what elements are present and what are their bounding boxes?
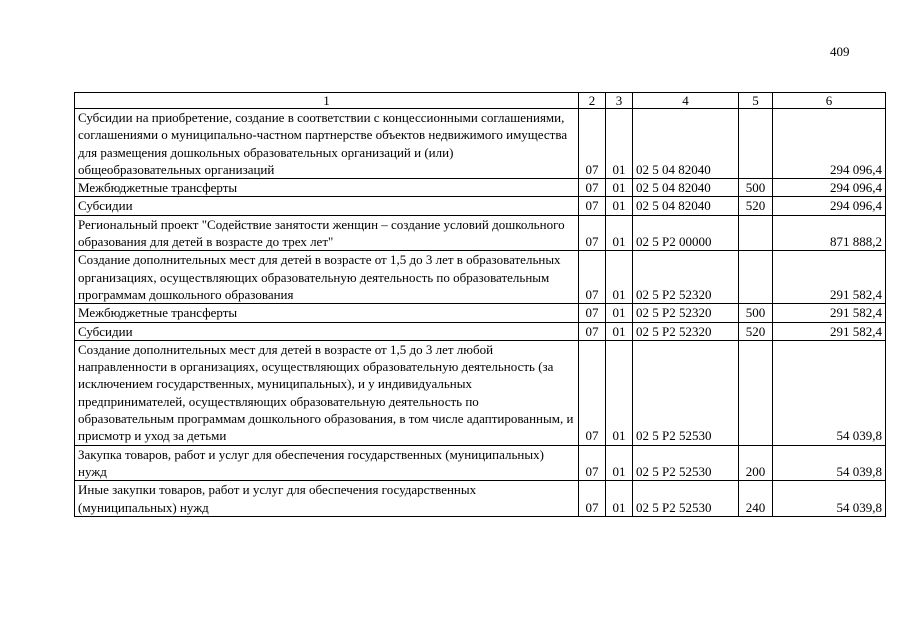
row-section: 07 xyxy=(579,340,606,445)
row-section: 07 xyxy=(579,481,606,517)
table-row xyxy=(75,215,886,251)
budget-table xyxy=(74,92,886,517)
row-target-article: 02 5 04 82040 xyxy=(633,109,739,179)
row-amount: 54 039,8 xyxy=(773,445,886,481)
row-name: Субсидии на приобретение, создание в соответствии с концессионными соглашениями, соглашениями о муниципально-частном партнерстве объектов недвижимого имущества для размещения дошкольных образовательных организаций и (или) общеобразовательных организаций xyxy=(75,109,579,179)
table-row xyxy=(75,481,886,517)
row-name: Создание дополнительных мест для детей в возрасте от 1,5 до 3 лет любой направленности в организациях, осуществляющих образовательную деятельность (за исключением государственных, муниципальных), и у индивидуальных предпринимателей, осуществляющих образовательную деятельность по образовательным программам дошкольного образования, в том числе адаптированным, и присмотр и уход за детьми xyxy=(75,340,579,445)
column-header-section: 2 xyxy=(579,93,606,109)
row-target-article: 02 5 P2 52320 xyxy=(633,304,739,322)
row-name: Создание дополнительных мест для детей в возрасте от 1,5 до 3 лет в образовательных организациях, осуществляющих образовательную деятельность по образовательным программам дошкольного образования xyxy=(75,251,579,304)
row-expense-type xyxy=(739,215,773,251)
row-expense-type: 240 xyxy=(739,481,773,517)
row-amount: 294 096,4 xyxy=(773,109,886,179)
row-name: Межбюджетные трансферты xyxy=(75,179,579,197)
table-row xyxy=(75,109,886,179)
row-target-article: 02 5 P2 52530 xyxy=(633,445,739,481)
row-amount: 54 039,8 xyxy=(773,340,886,445)
row-subsection: 01 xyxy=(606,179,633,197)
row-subsection: 01 xyxy=(606,304,633,322)
row-section: 07 xyxy=(579,322,606,340)
row-section: 07 xyxy=(579,179,606,197)
row-section: 07 xyxy=(579,304,606,322)
row-amount: 294 096,4 xyxy=(773,179,886,197)
row-expense-type xyxy=(739,109,773,179)
row-amount: 294 096,4 xyxy=(773,197,886,215)
row-expense-type: 200 xyxy=(739,445,773,481)
row-subsection: 01 xyxy=(606,481,633,517)
table-header-row xyxy=(75,93,886,109)
row-target-article: 02 5 P2 52320 xyxy=(633,322,739,340)
row-expense-type: 520 xyxy=(739,197,773,215)
row-section: 07 xyxy=(579,109,606,179)
row-amount: 291 582,4 xyxy=(773,304,886,322)
row-section: 07 xyxy=(579,197,606,215)
row-section: 07 xyxy=(579,251,606,304)
table-row xyxy=(75,445,886,481)
row-subsection: 01 xyxy=(606,251,633,304)
row-subsection: 01 xyxy=(606,445,633,481)
row-target-article: 02 5 P2 52320 xyxy=(633,251,739,304)
row-subsection: 01 xyxy=(606,197,633,215)
row-subsection: 01 xyxy=(606,215,633,251)
row-name: Региональный проект "Содействие занятости женщин – создание условий дошкольного образования для детей в возрасте до трех лет" xyxy=(75,215,579,251)
row-target-article: 02 5 P2 52530 xyxy=(633,340,739,445)
row-expense-type: 500 xyxy=(739,179,773,197)
row-amount: 291 582,4 xyxy=(773,251,886,304)
table-row xyxy=(75,340,886,445)
row-target-article: 02 5 P2 00000 xyxy=(633,215,739,251)
row-section: 07 xyxy=(579,215,606,251)
row-expense-type: 500 xyxy=(739,304,773,322)
row-subsection: 01 xyxy=(606,340,633,445)
row-target-article: 02 5 P2 52530 xyxy=(633,481,739,517)
column-header-expense-type: 5 xyxy=(739,93,773,109)
row-amount: 871 888,2 xyxy=(773,215,886,251)
row-amount: 54 039,8 xyxy=(773,481,886,517)
row-target-article: 02 5 04 82040 xyxy=(633,179,739,197)
column-header-name: 1 xyxy=(75,93,579,109)
table-row xyxy=(75,304,886,322)
row-expense-type: 520 xyxy=(739,322,773,340)
column-header-target-article: 4 xyxy=(633,93,739,109)
column-header-amount: 6 xyxy=(773,93,886,109)
row-subsection: 01 xyxy=(606,322,633,340)
row-section: 07 xyxy=(579,445,606,481)
table-row xyxy=(75,251,886,304)
row-name: Субсидии xyxy=(75,322,579,340)
row-expense-type xyxy=(739,251,773,304)
row-expense-type xyxy=(739,340,773,445)
column-header-subsection: 3 xyxy=(606,93,633,109)
row-amount: 291 582,4 xyxy=(773,322,886,340)
row-name: Закупка товаров, работ и услуг для обеспечения государственных (муниципальных) нужд xyxy=(75,445,579,481)
row-target-article: 02 5 04 82040 xyxy=(633,197,739,215)
row-name: Иные закупки товаров, работ и услуг для обеспечения государственных (муниципальных) нужд xyxy=(75,481,579,517)
table-row xyxy=(75,322,886,340)
table-row xyxy=(75,179,886,197)
row-name: Субсидии xyxy=(75,197,579,215)
row-subsection: 01 xyxy=(606,109,633,179)
table-row xyxy=(75,197,886,215)
page-number: 409 xyxy=(830,44,850,59)
row-name: Межбюджетные трансферты xyxy=(75,304,579,322)
